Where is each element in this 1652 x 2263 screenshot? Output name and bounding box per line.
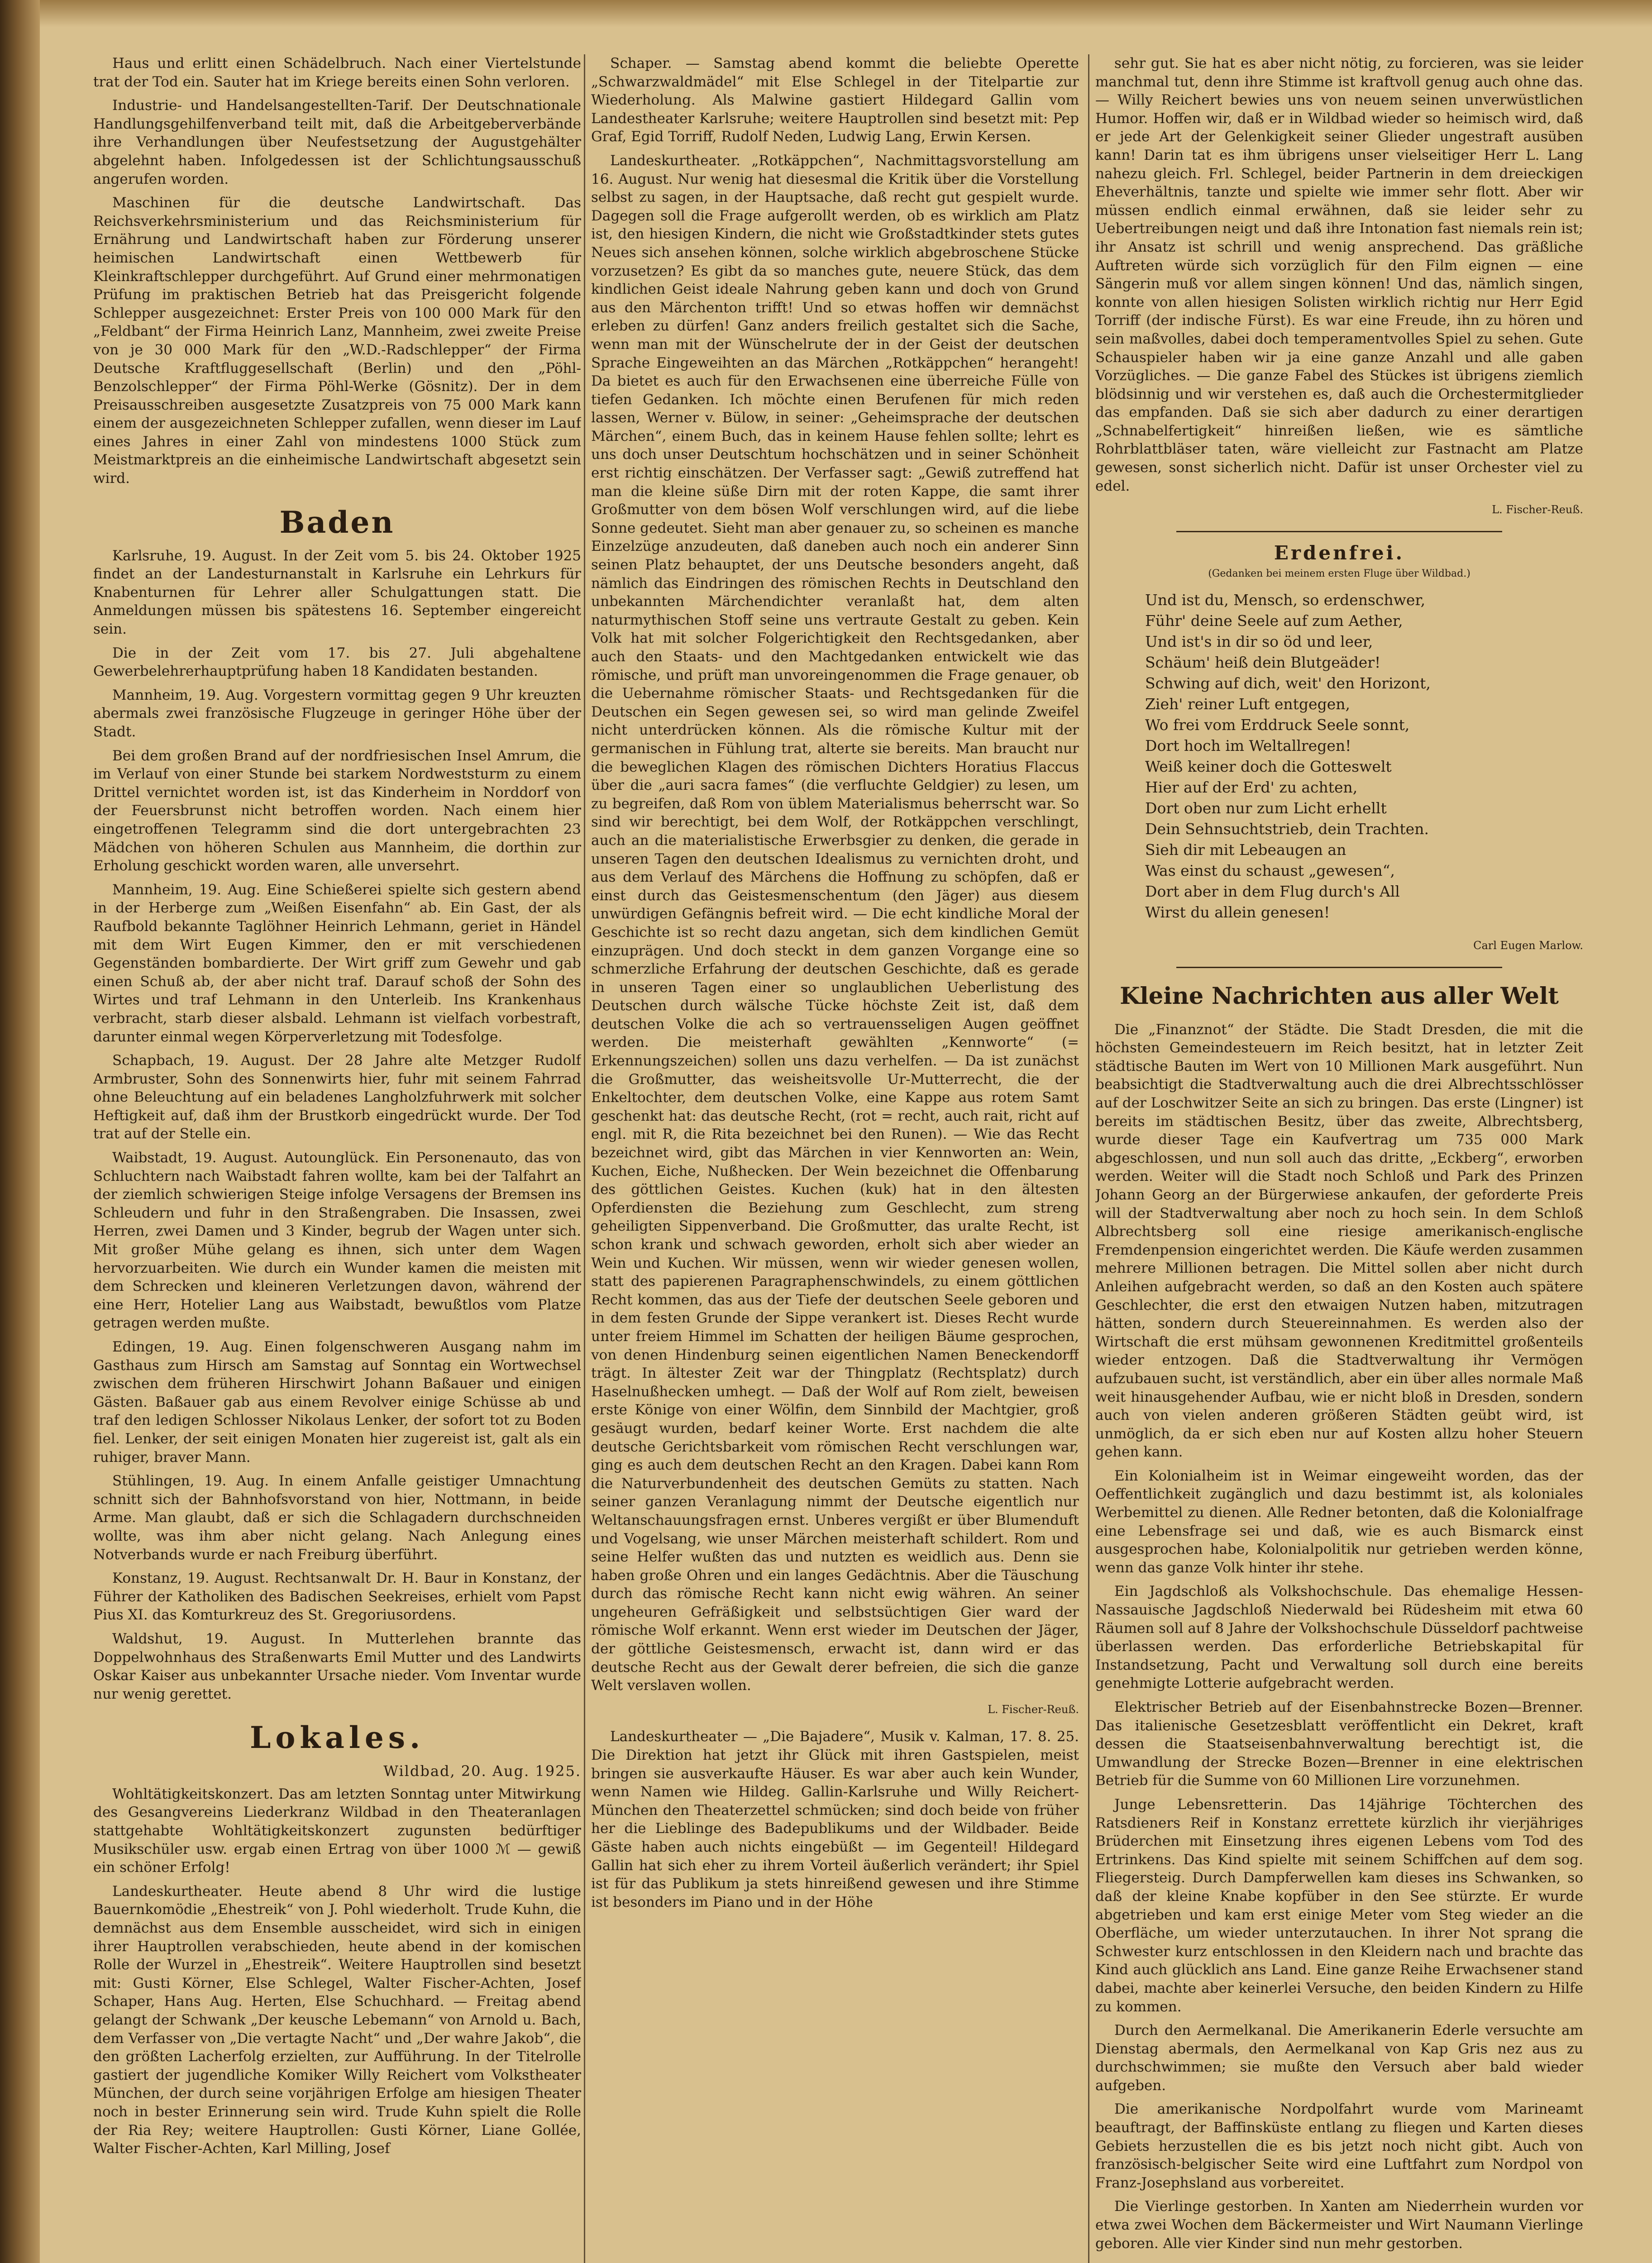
separator-rule bbox=[1176, 531, 1502, 532]
article-karlsruhe-2: Die in der Zeit vom 17. bis 27. Juli abgehaltene Gewerbelehrerhauptprüfung haben 18 Kandidaten bestanden. bbox=[93, 645, 581, 680]
author-signature: L. Fischer-Reuß. bbox=[988, 1703, 1079, 1716]
article-rotkaeppchen: Landeskurtheater. „Rotkäppchen“, Nachmittagsvorstellung am 16. August. Nur wenig hat diesesmal die Kritik über die Vorstellung selbst zu sagen, in der Hauptsache, daß recht gut gespielt wurde. Dagegen soll die Frage aufgerollt werden, ob es wirklich am Platz ist, den hiesigen Kindern, die nicht wie Großstadtkinder stets gutes Neues sich ansehen können, solche wirklich abgebroschene Stücke vorzusetzen? Es gibt da so manches gute, neuere Stück, das dem kindlichen Geist ideale Nahrung geben kann und doch von Grund aus den Märchenton trifft! Und so etwas hoffen wir demnächst erleben zu dürfen! Ganz anders freilich gestaltet sich die Sache, wenn man mit der Wünschelrute der in der Geist der deutschen Sprache Eingeweihten an das Märchen „Rotkäppchen“ herangeht! Da bietet es auch für den Erwachsenen eine überreiche Fülle von tiefen Gedanken. Ich möchte einen Berufenen für mich reden lassen, Werner v. Bülow, in seiner: „Geheimsprache der deutschen Märchen“, einem Buch, das in keinem Hause fehlen sollte; lehrt es uns doch unser Deutschtum hochschätzen und in seiner Schönheit erst richtig einschätzen. Der Verfasser sagt: „Gewiß zutreffend hat man die kleine süße Dirn mit der roten Kappe, die samt ihrer Großmutter von dem bösen Wolf verschlungen wird, auf die liebe Sonne gedeutet. Sieht man aber genauer zu, so scheinen es manche Einzelzüge anzudeuten, daß daneben auch noch ein anderer Sinn seinen Platz behauptet, der uns Deutsche besonders angeht, daß nämlich das Eindringen des römischen Rechts in Deutschland den unbekannten Märchendichter veranlaßt hat, dem alten naturmythischen Stoff seine uns vertraute Gestalt zu geben. Kein Volk hat mit solcher Folgerichtigkeit den Rechtsgedanken, aber auch den Staats- und den Machtgedanken entwickelt wie das römische, und prüft man unvoreingenommen die Frage genauer, ob die Uebernahme römischer Staats- und Rechtsgedanken für die Deutschen ein Segen gewesen sei, so wird man gelinde Zweifel nicht unterdrücken können. Als die römische Kultur mit der germanischen in Fühlung trat, alterte sie bereits. Man braucht nur die beweglichen Klagen des römischen Dichters Horatius Flaccus über die „auri sacra fames“ (die verfluchte Geldgier) zu lesen, um zu begreifen, daß Rom von üblem Materialismus beherrscht war. So sind wir berechtigt, bei dem Wolf, der Rotkäppchen verschlingt, auch an die materialistische Erwerbsgier zu denken, die gerade in unseren Tagen den deutschen Idealismus zu vernichten droht, und aus dem Verlauf des Märchens die Hoffnung zu schöpfen, daß er einst durch das Geistesmenschentum (den Jäger) aus diesem unwürdigen Gefängnis befreit wird. — Die echt kindliche Moral der Geschichte ist so recht dazu angetan, sich dem kindlichen Gemüt einzuprägen. Und doch steckt in dem ganzen Vorgange eine so schmerzliche Erfahrung der deutschen Geschichte, daß es gerade in unseren Tagen einer so unglaublichen Ueberlistung des Deutschen durch wälsche Tücke höchste Zeit ist, daß dem deutschen Volke die ach so vertrauensseligen Augen geöffnet werden. Die meisterhaft gewählten „Kennworte“ (= Erkennungszeichen) sollen uns dazu verhelfen. — Da ist zunächst die Großmutter, das weisheitsvolle Ur-Mutterrecht, die der Enkeltochter, dem deutschen Volke, eine Kappe aus rotem Samt geschenkt hat: das deutsche Recht, (rot = recht, auch rait, richt auf engl. mit R, die Rita bezeichnet bei den Runen). — Wie das Recht bezeichnet wird, gibt das Märchen in vier Kennworten an: Wein, Kuchen, Eiche, Nußhecken. Der Wein bezeichnet die Offenbarung des göttlichen Geistes. Kuchen (kuk) hat in den ältesten Opferdiensten die Beziehung zum Geschlecht, zum streng geheiligten Sippenverband. Die Großmutter, das uralte Recht, ist schon krank und schwach geworden, erholt sich aber wieder an Wein und Kuchen. Wir müssen, wenn wir wieder genesen wollen, statt des papierenen Paragraphenschwindels, zu einem göttlichen Recht kommen, das aus der Tiefe der deutschen Seele geboren und in dem festen Grunde der Sippe verankert ist. Dieses Recht wurde unter freiem Himmel im Schatten der heiligen Bäume gesprochen, von denen Hindenburg seinen eigentlichen Namen Beneckendorff trägt. In ältester Zeit war der Thingplatz (Rechtsplatz) durch Haselnußhecken umhegt. — Daß der Wolf auf Rom zielt, beweisen erste Könige von einer Wölfin, dem Sinnbild der Machtgier, groß gesäugt wurden, bedarf keiner Worte. Erst nachdem die alte deutsche Gerichtsbarkeit vom römischen Recht verschlungen war, ging es auch dem deutschen Recht an den Kragen. Dabei kann Rom die Naturverbundenheit des deutschen Gemüts zu statten. Nach seiner ganzen Veranlagung nimmt der Deutsche eigentlich nur Weltanschauungsfragen ernst. Unberes vergißt er über Blumenduft und Vogelsang, wie unser Märchen meisterhaft schildert. Rom und seine Helfer wußten das und nutzten es weidlich aus. Denn sie haben große Ohren und ein langes Gedächtnis. Aber die Täuschung durch das römische Recht kann nicht ewig währen. An seiner ungeheuren Gefräßigkeit und selbstsüchtigen Gier ward der römische Wolf erkannt. Wenn erst wieder im Deutschen der Jäger, der göttliche Geistesmensch, erwacht ist, dann wird er das deutsche Recht aus der Gewalt derer befreien, die sich die ganze Welt verslaven wollen. bbox=[591, 152, 1079, 1694]
author-signature: L. Fischer-Reuß. bbox=[1492, 503, 1583, 516]
poem-line: Dort oben nur zum Licht erhellt bbox=[1145, 799, 1387, 817]
poem-body bbox=[1145, 590, 1583, 923]
poem-line: Führ' deine Seele auf zum Aether, bbox=[1145, 612, 1403, 630]
article-landeskurtheater-1: Landeskurtheater. Heute abend 8 Uhr wird die lustige Bauernkomödie „Ehestreik“ von J. Pohl wiederholt. Trude Kuhn, die demnächst aus dem Ensemble ausscheidet, wird sich in einigen ihrer Hauptrollen verabschieden, heute abend in der komischen Rolle der Wurzel in „Ehestreik“. Weitere Hauptrollen sind besetzt mit: Gusti Körner, Else Schlegel, Walter Fischer-Achten, Josef Schaper, Hans Aug. Herten, Else Schuchhard. — Freitag abend gelangt der Schwank „Der keusche Lebemann“ von Arnold u. Bach, dem Verfasser von „Die vertagte Nacht“ und „Der wahre Jakob“, die den größten Lacherfolg erzielten, zur Aufführung. In der Titelrolle gastiert der jugendliche Komiker Willy Reichert vom Volkstheater München, der durch seine vorjährigen Erfolge am hiesigen Theater noch in bester Erinnerung sein wird. Trude Kuhn spielt die Rolle der Ria Rey; weitere Hauptrollen: Gusti Körner, Liane Gollée, Walter Fischer-Achten, Karl Milling, Josef bbox=[93, 1883, 581, 2157]
poem-subtitle: (Gedanken bei meinem ersten Fluge über Wildbad.) bbox=[1208, 568, 1471, 580]
poem-line: Weiß keiner doch die Gotteswelt bbox=[1145, 758, 1392, 776]
article-finanznot: Die „Finanznot“ der Städte. Die Stadt Dresden, die mit die höchsten Gemeindesteuern im Reich besitzt, hat in letzter Zeit städtische Bauten im Wert von 10 Millionen Mark ausgeführt. Nun beabsichtigt die Stadtverwaltung auch die drei Albrechtsschlösser auf der Loschwitzer Seite an sich zu bringen. Das erste (Lingner) ist bereits im städtischen Besitz, über das zweite, Albrechtsberg, wurde dieser Tage ein Kaufvertrag um 735 000 Mark abgeschlossen, und nun soll auch das dritte, „Eckberg“, erworben werden. Weiter will die Stadt noch Schloß und Park des Prinzen Johann Georg an der Bürgerwiese ankaufen, der geforderte Preis will der Stadtverwaltung aber noch zu hoch sein. In dem Schloß Albrechtsberg soll eine riesige amerikanisch-englische Fremdenpension eingerichtet werden. Die Käufe werden zusammen mehrere Millionen betragen. Die Mittel sollen aber nicht durch Anleihen aufgebracht werden, so daß an den Kosten auch spätere Geschlechter, die erst den etwaigen Nutzen haben, mitzutragen hätten, sondern durch Steuereinnahmen. Es werden also der Wirtschaft die erst mühsam gewonnenen Kreditmittel großenteils wieder entzogen. Daß die Stadtverwaltung ihr Vermögen aufzubauen sucht, ist verständlich, aber ein über alles normale Maß weit hinausgehender Aufbau, wie er nicht bloß in Dresden, sondern auch von vielen anderen größeren Städten geübt wird, ist unmöglich, da er sich eben nur auf Kosten allzu hoher Steuern gehen kann. bbox=[1095, 1021, 1583, 1461]
article-bajadere: Landeskurtheater — „Die Bajadere“, Musik v. Kalman, 17. 8. 25. Die Direktion hat jetzt ihr Glück mit ihren Gastspielen, meist bringen sie ausverkaufte Häuser. Es war aber auch kein Wunder, wenn Namen wie Hildeg. Gallin-Karlsruhe und Willy Reichert-München den Theaterzettel schmücken; sind doch beide von früher her die Lieblinge des Badepublikums und der Wildbader. Beide Gäste haben auch nichts eingebüßt — im Gegenteil! Hildegard Gallin hat sich eher zu ihrem Vorteil äußerlich verändert; ihr Spiel ist für das Publikum ja stets hinreißend gewesen und ihre Stimme ist besonders im Piano und in der Höhe bbox=[591, 1728, 1079, 1910]
poem-line: Und ist's in dir so öd und leer, bbox=[1145, 633, 1373, 651]
article-edingen: Edingen, 19. Aug. Einen folgenschweren Ausgang nahm im Gasthaus zum Hirsch am Samstag auf Sonntag ein Wortwechsel zwischen dem früheren Hirschwirt Johann Baßauer und einigen Gästen. Baßauer gab aus einem Revolver einige Schüsse ab und traf den ledigen Schlosser Nikolaus Lenker, der sofort tot zu Boden fiel. Lenker, der seit einigen Monaten hier zugereist ist, galt als ein ruhiger, braver Mann. bbox=[93, 1339, 581, 1466]
article-continuation: Haus und erlitt einen Schädelbruch. Nach einer Viertelstunde trat der Tod ein. Sauter hat im Kriege bereits einen Sohn verloren. bbox=[93, 55, 581, 90]
article-maschinen: Maschinen für die deutsche Landwirtschaft. Das Reichsverkehrsministerium und das Reichsministerium für Ernährung und Landwirtschaft haben zur Förderung unserer heimischen Landwirtschaft einen Wettbewerb für Kleinkraftschlepper durchgeführt. Auf Grund einer mehrmonatigen Prüfung im praktischen Betrieb hat das Preisgericht folgende Schlepper ausgezeichnet: Erster Preis von 100 000 Mark für den „Feldbant“ der Firma Heinrich Lanz, Mannheim, zwei zweite Preise von je 30 000 Mark für den „W.D.-Radschlepper“ der Firma Deutsche Kraftfluggesellschaft (Berlin) und den „Pöhl-Benzolschlepper“ der Firma Pöhl-Werke (Gösnitz). Der in dem Preisausschreiben ausgesetzte Zusatzpreis von 75 000 Mark kann einem der ausgezeichneten Schlepper zufallen, wenn dieser im Lauf eines Jahres in einer Zahl von mindestens 1000 Stück zum Meistmarktpreis an die einheimische Landwirtschaft abgesetzt sein wird. bbox=[93, 195, 581, 487]
column-rule-1 bbox=[584, 54, 585, 2263]
article-vierlinge: Die Vierlinge gestorben. In Xanten am Niederrhein wurden vor etwa zwei Wochen dem Bäckermeister und Wirt Naumann Vierlinge geboren. Alle vier Kinder sind nun mehr gestorben. bbox=[1095, 2198, 1583, 2252]
dateline: Wildbad, 20. Aug. 1925. bbox=[383, 1762, 581, 1780]
article-jagdschloss: Ein Jagdschloß als Volkshochschule. Das ehemalige Hessen-Nassauische Jagdschloß Niederwald bei Rüdesheim mit etwa 60 Räumen soll auf 8 Jahre der Volkshochschule Düsseldorf pachtweise überlassen werden. Das erforderliche Betriebskapital für Instandsetzung, Pacht und Verwaltung soll durch eine bereits genehmigte Lotterie aufgebracht werden. bbox=[1095, 1583, 1583, 1692]
article-tarif: Industrie- und Handelsangestellten-Tarif. Der Deutschnationale Handlungsgehilfenverband teilt mit, daß die Arbeitgeberverbände ihre Verhandlungen über Neufestsetzung der Augustgehälter abgelehnt haben. Infolgedessen ist der Schlichtungsausschuß angerufen worden. bbox=[93, 97, 581, 187]
article-bozen-brenner: Elektrischer Betrieb auf der Eisenbahnstrecke Bozen—Brenner. Das italienische Gesetzesblatt veröffentlicht ein Dekret, kraft dessen die Staatseisenbahnverwaltung berechtigt ist, die Umwandlung der Strecke Bozen—Brenner in eine elektrischen Betrieb für die Summe von 60 Millionen Lire vorzunehmen. bbox=[1095, 1699, 1583, 1789]
article-nordpolfahrt: Die amerikanische Nordpolfahrt wurde vom Marineamt beauftragt, der Baffinsküste entlang zu fliegen und Karten dieses Gebiets herzustellen die es bis jetzt noch nicht gibt. Auch von französisch-belgischer Seite wird eine Luftfahrt zum Nordpol von Franz-Josephsland aus vorbereitet. bbox=[1095, 2101, 1583, 2191]
column-3 bbox=[1095, 54, 1583, 2263]
poem-line: Zieh' reiner Luft entgegen, bbox=[1145, 695, 1350, 713]
article-mannheim-1: Mannheim, 19. Aug. Vorgestern vormittag gegen 9 Uhr kreuzten abermals zwei französische Flugzeuge in geringer Höhe über der Stadt. bbox=[93, 687, 581, 740]
article-konstanz: Konstanz, 19. August. Rechtsanwalt Dr. H. Baur in Konstanz, der Führer der Katholiken des Badischen Seekreises, erhielt vom Papst Pius XI. das Komturkreuz des St. Gregoriusordens. bbox=[93, 1570, 581, 1623]
poem-line: Wo frei vom Erddruck Seele sonnt, bbox=[1145, 716, 1410, 734]
article-mannheim-3: Mannheim, 19. Aug. Eine Schießerei spielte sich gestern abend in der Herberge zum „Weißen Eisenfahn“ ab. Ein Gast, der als Raufbold bekannte Taglöhner Heinrich Lehmann, geriet in Händel mit dem Wirt Eugen Kimmer, den er mit verschiedenen Gegenständen bombardierte. Der Wirt griff zum Gewehr und gab einen Schuß ab, der aber nicht traf. Darauf schoß der Sohn des Wirtes und traf Lehmann in den Unterleib. Ins Krankenhaus verbracht, starb dieser alsbald. Lehmann ist vielfach vorbestraft, darunter einmal wegen Körperverletzung mit Todesfolge. bbox=[93, 881, 581, 1045]
poem-author: Carl Eugen Marlow. bbox=[1473, 939, 1583, 952]
article-mannheim-2: Bei dem großen Brand auf der nordfriesischen Insel Amrum, die im Verlauf von einer Stunde bei starkem Nordweststurm zu einem Drittel vernichtet worden ist, ist das Kinderheim in Norddorf von der Feuersbrunst nicht betroffen worden. Nach einem hier eingetroffenen Telegramm sind die dort untergebrachten 23 Mädchen von höheren Schulen aus Mannheim, die dorthin zur Erholung geschickt worden waren, alle unversehrt. bbox=[93, 747, 581, 874]
poem-line: Dort aber in dem Flug durch's All bbox=[1145, 883, 1400, 901]
page-gutter bbox=[0, 0, 40, 2263]
poem-line: Wirst du allein genesen! bbox=[1145, 903, 1330, 921]
article-stuehlingen: Stühlingen, 19. Aug. In einem Anfalle geistiger Umnachtung schnitt sich der Bahnhofsvorstand von hier, Nottmann, in beide Arme. Man glaubt, daß er sich die Schlagadern durchschneiden wollte, was ihm aber nicht gelang. Nach Anlegung eines Notverbands wurde er nach Freiburg überführt. bbox=[93, 1473, 581, 1563]
article-kolonialheim: Ein Kolonialheim ist in Weimar eingeweiht worden, das der Oeffentlichkeit zugänglich und dazu bestimmt ist, als koloniales Werbemittel zu dienen. Alle Redner betonten, daß die Kolonialfrage eine Lebensfrage sei und daß, wie es auch Bismarck einst ausgesprochen habe, Kolonialpolitik nur getrieben werden könne, wenn das ganze Volk hinter ihr stehe. bbox=[1095, 1467, 1583, 1576]
article-schwarzwaldmaedel: Schaper. — Samstag abend kommt die beliebte Operette „Schwarzwaldmädel“ mit Else Schlegel in der Titelpartie zur Wiederholung. Als Malwine gastiert Hildegard Gallin vom Landestheater Karlsruhe; weitere Hauptrollen sind besetzt mit: Pep Graf, Egid Torriff, Rudolf Neden, Ludwig Lang, Erwin Kersen. bbox=[591, 55, 1079, 145]
article-aermelkanal: Durch den Aermelkanal. Die Amerikanerin Ederle versuchte am Dienstag abermals, den Aermelkanal von Kap Gris nez aus zu durchschwimmen; sie mußte den Versuch aber bald wieder aufgeben. bbox=[1095, 2022, 1583, 2094]
article-karlsruhe: Karlsruhe, 19. August. In der Zeit vom 5. bis 24. Oktober 1925 findet an der Landesturnanstalt in Karlsruhe ein Lehrkurs für Knabenturnen für Lehrer aller Schulgattungen statt. Die Anmeldungen müssen bis spätestens 16. September eingereicht sein. bbox=[93, 547, 581, 638]
column-2 bbox=[591, 54, 1079, 2263]
article-waibstadt: Waibstadt, 19. August. Autounglück. Ein Personenauto, das von Schluchtern nach Waibstadt fahren wollte, kam bei der Talfahrt an der ziemlich schwierigen Steige infolge Versagens der Bremsen ins Schleudern und fuhr in den Straßengraben. Die Insassen, zwei Herren, zwei Damen und 3 Kinder, begrub der Wagen unter sich. Mit großer Mühe gelang es ihnen, sich unter dem Wagen hervorzuarbeiten. Wie durch ein Wunder kamen die meisten mit dem Schrecken und kleineren Verletzungen davon, während der eine Herr, Hotelier Lang aus Waibstadt, bewußtlos vom Platze getragen werden mußte. bbox=[93, 1150, 581, 1332]
column-1 bbox=[93, 54, 581, 2263]
poem-line: Schwing auf dich, weit' den Horizont, bbox=[1145, 674, 1431, 692]
section-heading-baden: Baden bbox=[279, 504, 395, 540]
poem-line: Was einst du schaust „gewesen“, bbox=[1145, 862, 1395, 880]
poem-line: Schäum' heiß dein Blutgeäder! bbox=[1145, 654, 1381, 672]
separator-rule bbox=[1176, 967, 1502, 968]
column-rule-2 bbox=[1088, 54, 1089, 2263]
section-headline: Kleine Nachrichten aus aller Welt bbox=[1120, 982, 1559, 1010]
poem-line: Dort hoch im Weltallregen! bbox=[1145, 737, 1351, 755]
poem-line: Hier auf der Erd' zu achten, bbox=[1145, 778, 1358, 797]
poem-line: Und ist du, Mensch, so erdenschwer, bbox=[1145, 591, 1426, 609]
article-bajadere-continued: sehr gut. Sie hat es aber nicht nötig, zu forcieren, was sie leider manchmal tut, denn ihre Stimme ist kraftvoll genug auch ohne das. — Willy Reichert bewies uns von neuem seinen unverwüstlichen Humor. Hoffen wir, daß er in Wildbad wieder so heimisch wird, daß er jede Art der Gelenkigkeit seiner Glieder ungestraft ausüben kann! Darin tat es ihm übrigens unser vielseitiger Herr L. Lang nahezu gleich. Frl. Schlegel, beider Partnerin in dem dreieckigen Eheverhältnis, tanzte und spielte wie immer sehr flott. Aber wir müssen endlich einmal erwähnen, daß sie leider sehr zu Uebertreibungen neigt und daß ihre Intonation fast niemals rein ist; ihr Ansatz ist schrill und wenig ansprechend. Das gräßliche Auftreten würde sich vorzüglich für den Film eignen — eine Sängerin muß vor allem singen können! Und das, nämlich singen, konnte von allen hiesigen Solisten wirklich richtig nur Herr Egid Torriff (der indische Fürst). Es war eine Freude, ihn zu hören und sein maßvolles, dabei doch temperamentvolles Spiel zu sehen. Gute Schauspieler haben wir ja eine ganze Anzahl und alle gaben Vorzügliches. — Die ganze Fabel des Stückes ist übrigens ziemlich blödsinnig und wir verstehen es, daß auch die Orchestermitglieder das empfanden. Daß sie sich aber dadurch zu einer derartigen „Schnabelfertigkeit“ hinreißen ließen, wie es sämtliche Rohrblattbläser taten, wäre vielleicht zur Fastnacht am Platze gewesen, sonst sicherlich nicht. Dafür ist unser Orchester viel zu edel. bbox=[1095, 55, 1583, 494]
poem-line: Sieh dir mit Lebeaugen an bbox=[1145, 841, 1346, 859]
poem-line: Dein Sehnsuchtstrieb, dein Trachten. bbox=[1145, 820, 1429, 838]
page-top-edge bbox=[40, 0, 1652, 27]
article-lebensretterin: Junge Lebensretterin. Das 14jährige Töchterchen des Ratsdieners Reif in Konstanz errettete kürzlich ihr vierjähriges Brüderchen mit Einsetzung ihres eigenen Lebens vom Tod des Ertrinkens. Das Kind spielte mit seinem Schiffchen auf dem sog. Fliegersteig. Durch Dampferwellen kam dieses ins Schwanken, so daß der kleine Knabe kopfüber in den See stürzte. Er wurde abgetrieben und kam erst einige Meter vom Steg wieder an die Oberfläche, um wieder unterzutauchen. In ihrer Not sprang die Schwester kurz entschlossen in den Kleidern nach und brachte das Kind auch glücklich ans Land. Eine ganze Reihe Erwachsener stand dabei, machte aber keinerlei Versuche, den beiden Kindern zu Hilfe zu kommen. bbox=[1095, 1796, 1583, 2015]
article-wohltaetigkeit: Wohltätigkeitskonzert. Das am letzten Sonntag unter Mitwirkung des Gesangvereins Liederkranz Wildbad in den Theateranlagen stattgehabte Wohltätigkeitskonzert zugunsten bedürftiger Musikschüler usw. ergab einen Ertrag von über 1000 ℳ — gewiß ein schöner Erfolg! bbox=[93, 1786, 581, 1876]
article-waldshut: Waldshut, 19. August. In Mutterlehen brannte das Doppelwohnhaus des Straßenwarts Emil Mutter und des Landwirts Oskar Kaiser aus unbekannter Ursache nieder. Vom Inventar wurde nur wenig gerettet. bbox=[93, 1630, 581, 1702]
poem-title: Erdenfrei. bbox=[1274, 541, 1405, 564]
section-heading-lokales: Lokales. bbox=[249, 1720, 425, 1756]
article-schapbach: Schapbach, 19. August. Der 28 Jahre alte Metzger Rudolf Armbruster, Sohn des Sonnenwirts hier, fuhr mit seinem Fahrrad ohne Beleuchtung auf ein beladenes Langholzfuhrwerk mit solcher Heftigkeit auf, daß ihm der Brustkorb eingedrückt wurde. Der Tod trat auf der Stelle ein. bbox=[93, 1052, 581, 1142]
